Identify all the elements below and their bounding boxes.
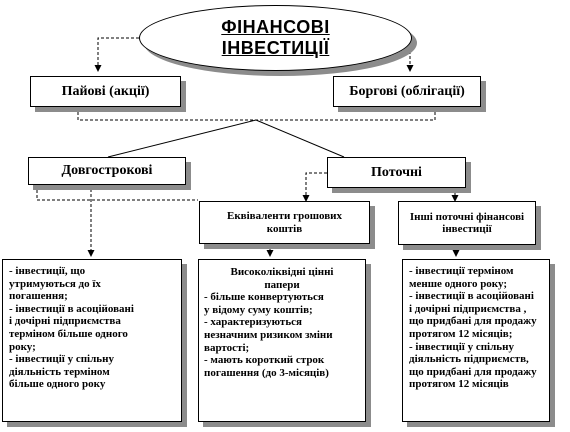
- desc-line: терміном більше одного: [9, 327, 128, 340]
- node-shares: [30, 76, 181, 107]
- desc-line: - інвестиції в асоційовані: [409, 290, 534, 303]
- level1-bracket: [78, 112, 435, 120]
- desc-line: незначним ризиком зміни: [204, 328, 333, 341]
- node-cash-equivalents-line1: Еквіваленти грошових: [227, 210, 342, 223]
- desc-line: - інвестиції у спільну: [409, 340, 514, 353]
- node-cash-equivalents: [199, 201, 370, 244]
- desc-line: діяльність підприємств,: [409, 353, 529, 366]
- node-cash-equivalents-line2: коштів: [266, 222, 303, 235]
- level2-bracket: [37, 185, 198, 200]
- desc-line: вартості;: [204, 341, 250, 354]
- desc-line: - інвестиції у спільну: [9, 353, 114, 366]
- desc-line: протягом 12 місяців;: [409, 327, 513, 340]
- desc-line: погашення;: [9, 290, 68, 303]
- desc-line: утримуються до їх: [9, 277, 101, 290]
- desc-line: що придбані для продажу: [409, 315, 537, 328]
- node-other-current-line2: інвестиції: [442, 223, 492, 235]
- desc-line: року;: [9, 340, 36, 353]
- arrow-to-shares: [98, 38, 139, 71]
- desc-line: - інвестиції, що: [9, 265, 86, 277]
- desc-line: - інвестиції в асоційовані: [9, 302, 134, 315]
- desc-line: діяльність терміном: [9, 365, 110, 378]
- desc-cash-title-line1: Високоліквідні цінні: [230, 266, 334, 278]
- node-long-term-label: Довгострокові: [61, 163, 153, 179]
- desc-cash-equivalents: [198, 259, 366, 422]
- node-current-label: Поточні: [371, 164, 422, 180]
- desc-line: погашення (до 3-місяців): [204, 366, 329, 379]
- line-to-long-term: [108, 120, 256, 157]
- desc-line: і дочірні підприємства ,: [409, 302, 527, 315]
- node-bonds: [333, 76, 481, 107]
- node-long-term: [28, 157, 186, 185]
- desc-line: - більше конвертуються: [204, 291, 324, 304]
- desc-line: у відому суму коштів;: [204, 303, 313, 316]
- node-bonds-label: Боргові (облігації): [349, 83, 465, 99]
- desc-line: - характеризуються: [204, 316, 302, 329]
- desc-line: - мають короткий строк: [204, 354, 325, 367]
- desc-line: і дочірні підприємства: [9, 315, 121, 328]
- desc-line: - інвестиції терміном: [409, 265, 514, 277]
- node-current: [327, 157, 466, 188]
- desc-long-term: [2, 259, 182, 422]
- root-title-line2: ІНВЕСТИЦІЇ: [221, 38, 330, 58]
- node-other-current: [398, 201, 536, 245]
- root-title-line1: ФІНАНСОВІ: [221, 17, 330, 37]
- desc-line: більше одного року: [9, 378, 106, 391]
- desc-cash-title-line2: папери: [264, 278, 300, 291]
- line-to-current: [256, 120, 344, 157]
- desc-line: менше одного року;: [409, 277, 508, 290]
- arrow-to-cash-eq: [306, 173, 327, 201]
- desc-other-current: [402, 259, 550, 422]
- desc-line: протягом 12 місяців: [409, 378, 509, 391]
- node-other-current-line1: Інші поточні фінансові: [409, 210, 525, 223]
- root-node-financial-investments: [139, 5, 412, 71]
- node-shares-label: Пайові (акції): [61, 83, 150, 99]
- desc-line: що придбані для продажу: [409, 365, 537, 378]
